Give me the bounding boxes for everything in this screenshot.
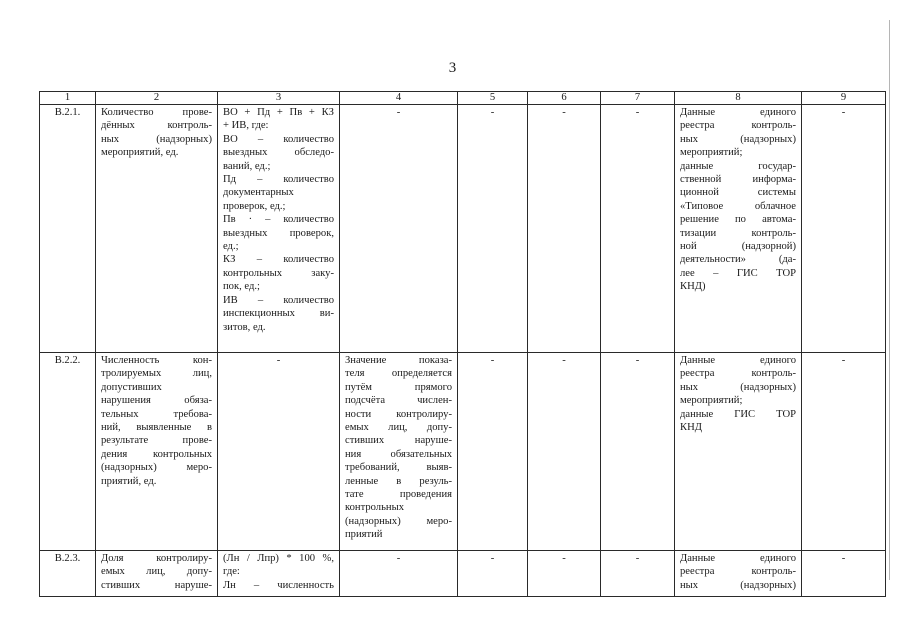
column-9-value: - [802, 551, 886, 597]
column-7-value: - [601, 105, 675, 353]
calculation-method: - [340, 105, 458, 353]
page-edge-line [889, 20, 890, 580]
column-9-value: - [802, 105, 886, 353]
table-row [40, 551, 886, 597]
indicator-name: Количество прове- дённых контроль- ных (надзорных) мероприятий, ед. [96, 105, 218, 353]
indicator-name: Доля контролиру- емых лиц, допу- стивших наруше- [96, 551, 218, 597]
data-source: Данные единого реестра контроль- ных (надзорных) мероприятий; данные государ- ственной информа- ционной системы «Типовое облачное решение по автома- тизации контроль- ной (надзорной) деятельности» (да- лее – ГИС ТОР КНД) [675, 105, 802, 353]
table-row [40, 353, 886, 551]
indicator-formula: (Лн / Лпр) * 100 %, где: Лн – численность [218, 551, 340, 597]
indicator-formula: - [218, 353, 340, 551]
column-9-value: - [802, 353, 886, 551]
column-5-value: - [458, 353, 528, 551]
indicator-code: В.2.2. [40, 353, 96, 551]
indicators-table [39, 91, 886, 597]
column-number-row [40, 92, 886, 105]
data-source: Данные единого реестра контроль- ных (надзорных) [675, 551, 802, 597]
page-number: 3 [448, 60, 457, 76]
column-number: 4 [340, 92, 458, 105]
column-number: 2 [96, 92, 218, 105]
indicator-code: В.2.3. [40, 551, 96, 597]
column-6-value: - [528, 105, 601, 353]
indicator-code: В.2.1. [40, 105, 96, 353]
column-7-value: - [601, 551, 675, 597]
column-number: 9 [802, 92, 886, 105]
column-6-value: - [528, 353, 601, 551]
calculation-method: - [340, 551, 458, 597]
column-6-value: - [528, 551, 601, 597]
calculation-method: Значение показа- теля определяется путём прямого подсчёта числен- ности контролиру- емых лиц, допу- стивших наруше- ния обязательных требований, выяв- ленные в резуль- тате проведения контрольных (надзорных) меро- приятий [340, 353, 458, 551]
column-7-value: - [601, 353, 675, 551]
column-number: 7 [601, 92, 675, 105]
column-5-value: - [458, 551, 528, 597]
table-row [40, 105, 886, 353]
column-number: 5 [458, 92, 528, 105]
column-number: 1 [40, 92, 96, 105]
data-source: Данные единого реестра контроль- ных (надзорных) мероприятий; данные ГИС ТОР КНД [675, 353, 802, 551]
column-number: 6 [528, 92, 601, 105]
indicator-formula: ВО + Пд + Пв + КЗ + ИВ, где: ВО – количество выездных обследо- ваний, ед.; Пд – количество документарных проверок, ед.; Пв · – количество выездных проверок, ед.; КЗ – количество контрольных заку- пок, ед.; ИВ – количество инспекционных ви- зитов, ед. [218, 105, 340, 353]
indicator-name: Численность кон- тролируемых лиц, допустивших нарушения обяза- тельных требова- ний, выявленные в результате прове- дения контрольных (надзорных) меро- приятий, ед. [96, 353, 218, 551]
column-number: 3 [218, 92, 340, 105]
column-number: 8 [675, 92, 802, 105]
column-5-value: - [458, 105, 528, 353]
